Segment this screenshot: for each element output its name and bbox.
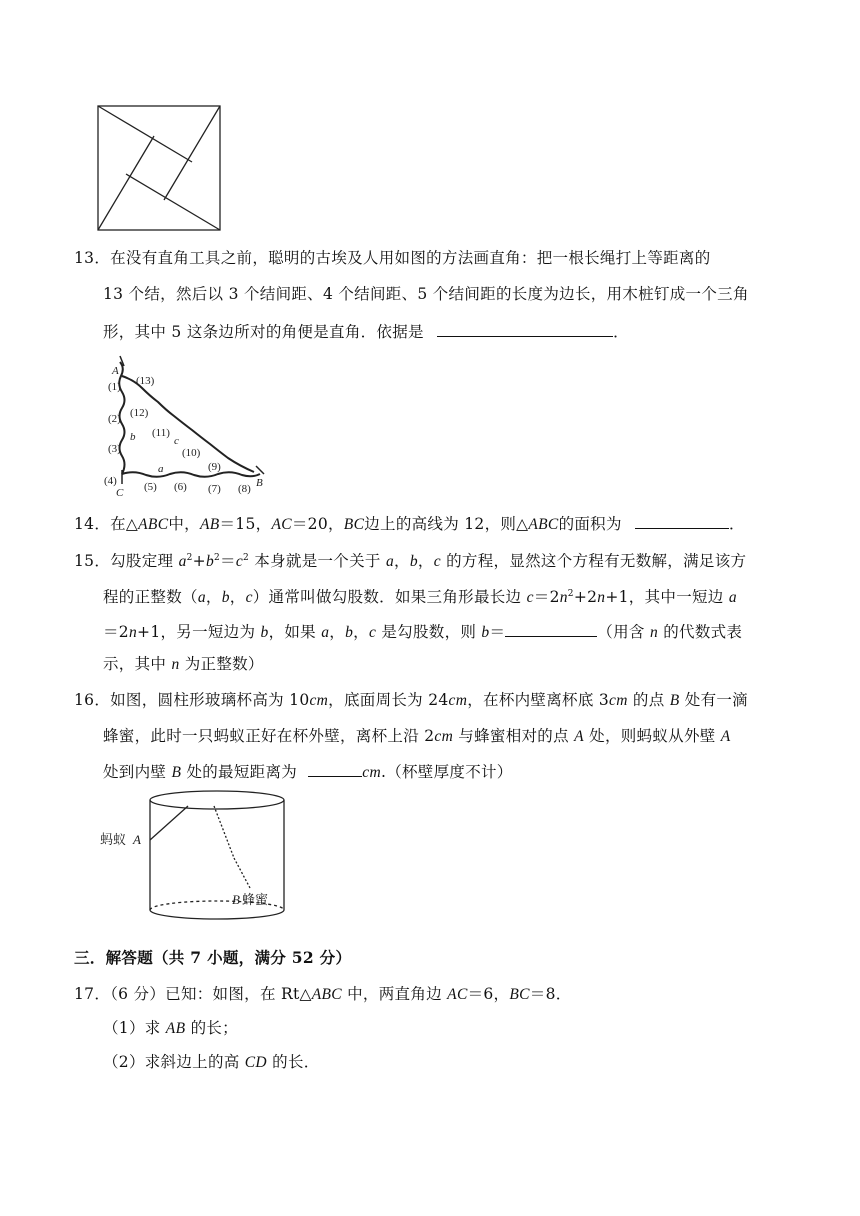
svg-text:a: a [158,463,164,475]
section-heading: 三．解答题（共 7 小题，满分 52 分） [74,948,352,967]
q15-line3: ＝2n+1，另一短边为 b，如果 a，b，c 是勾股数，则 b＝ （用含 n 的代数式表 [103,620,742,643]
svg-text:(7): (7) [208,483,221,495]
svg-text:(12): (12) [130,407,149,419]
fig-label-C: C [116,487,124,499]
svg-text:(2): (2) [108,413,121,425]
q15-line2: 程的正整数（a，b，c）通常叫做勾股数．如果三角形最长边 $c=2n^2+2n+1$，其中一短边 a [103,588,737,607]
svg-text:b: b [130,431,136,443]
svg-text:(8): (8) [238,483,251,495]
q16-line1: 16．如图，圆柱形玻璃杯高为 10cm，底面周长为 24cm，在杯内壁离杯底 3cm 的点 B 处有一滴 [74,691,748,709]
q16-answer-blank[interactable] [308,760,362,777]
q13-answer-blank[interactable] [437,320,613,337]
svg-text:B: B [232,892,240,907]
q13-line1: 13．在没有直角工具之前，聪明的古埃及人用如图的方法画直角：把一根长绳打上等距离的 [74,249,711,267]
svg-text:A: A [133,832,141,847]
honey-label: 蜂蜜 [242,893,269,908]
svg-text:(13): (13) [136,375,155,387]
svg-text:(10): (10) [182,447,201,459]
q14-line: 14．在△ABC中，AB＝15，AC＝20，BC边上的高线为 12，则△ABC的面积为 ． [74,512,745,535]
svg-text:(11): (11) [152,427,170,439]
q16-line2: 蜂蜜，此时一只蚂蚁正好在杯外壁，离杯上沿 2cm 与蜂蜜相对的点 A 处，则蚂蚁从外壁 A [103,727,731,745]
rope-triangle-figure [98,352,278,502]
svg-text:(5): (5) [144,481,157,493]
fig-label-A: A [112,365,119,377]
q13-line3: 形，其中 5 这条边所对的角便是直角．依据是 ． [103,320,629,342]
svg-text:c: c [174,435,179,447]
fig-label-B: B [256,477,263,489]
q14-answer-blank[interactable] [635,512,729,529]
q17-part2: （2）求斜边上的高 CD 的长． [103,1053,320,1071]
pinwheel-square-figure [96,104,224,232]
q16-line3: 处到内壁 B 处的最短距离为 cm.（杯壁厚度不计） [103,760,513,783]
q15-line1: 15．勾股定理 $a^2+b^2=c^2$ 本身就是一个关于 a，b，c 的方程，显然这个方程有无数解，满足该方 [74,552,747,571]
q13-line2: 13 个结，然后以 3 个结间距、4 个结间距、5 个结间距的长度为边长，用木桩钉成一个三角 [103,285,749,303]
q15-line4: 示，其中 n 为正整数） [103,655,264,673]
cylinder-figure [96,786,296,936]
svg-text:(4): (4) [104,475,117,487]
q17-part1: （1）求 AB 的长； [103,1019,238,1037]
svg-text:(1): (1) [108,381,121,393]
svg-text:(6): (6) [174,481,187,493]
q17-line1: 17．（6 分）已知：如图，在 Rt△ABC 中，两直角边 AC＝6，BC＝8． [74,985,572,1003]
svg-text:(9): (9) [208,461,221,473]
q15-answer-blank[interactable] [505,620,597,637]
ant-label: 蚂蚁 [100,833,127,848]
svg-text:(3): (3) [108,443,121,455]
